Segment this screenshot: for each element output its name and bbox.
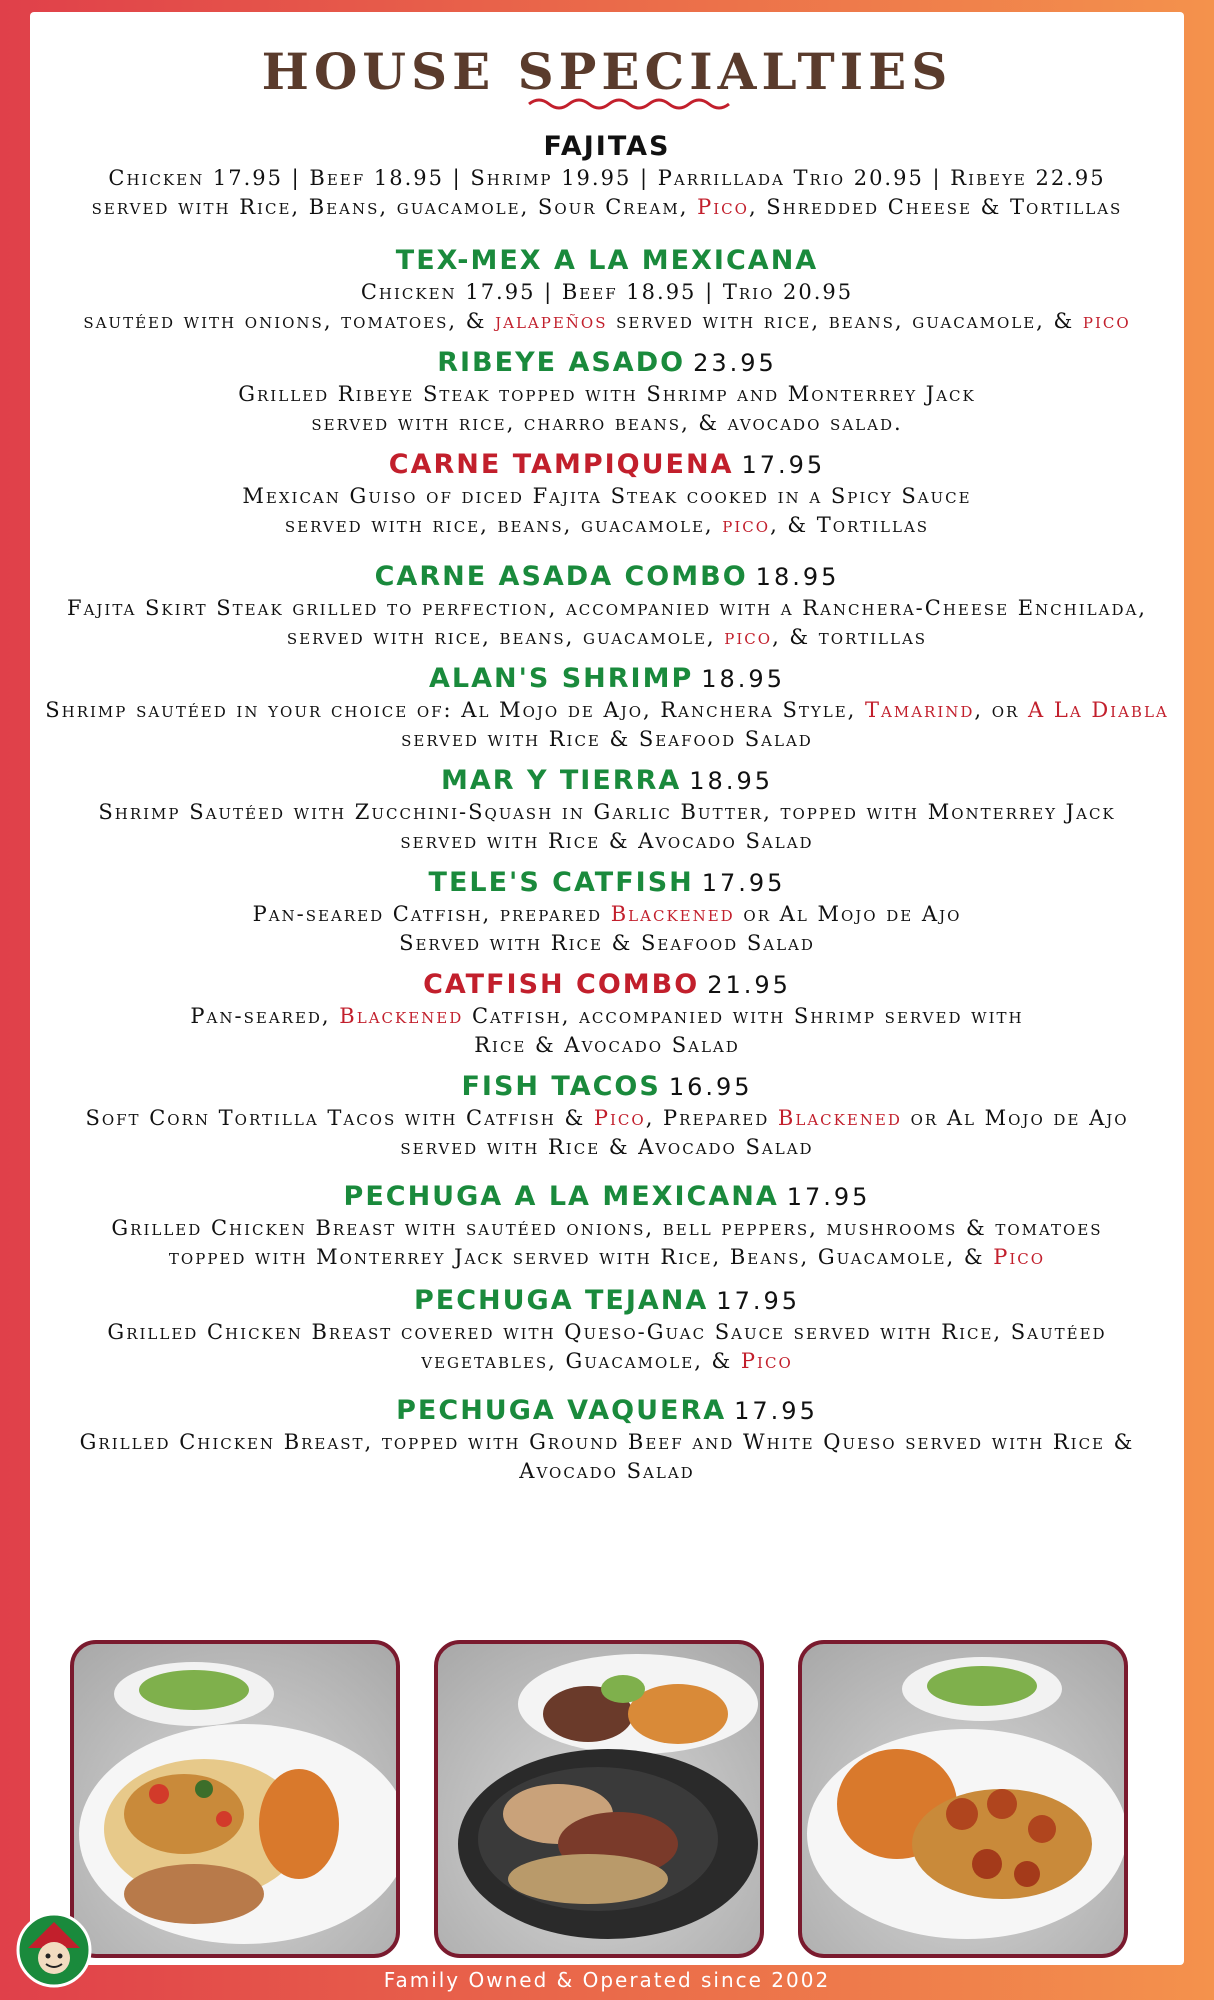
description-text: , or [974, 698, 1029, 722]
description-text: vegetables, Guacamole, & [421, 1349, 741, 1373]
description-text: served with Rice & Avocado Salad [400, 1135, 814, 1159]
menu-item-price: 18.95 [689, 767, 773, 795]
menu-item-description-line [30, 900, 1184, 929]
highlight-text: Pico [993, 1245, 1046, 1269]
description-text: Fajita Skirt Steak grilled to perfection, accompanied with a Ranchera-Cheese Enchilada, [67, 596, 1147, 620]
menu-item [30, 1394, 1184, 1486]
page-title: HOUSE SPECIALTIES [261, 42, 953, 101]
menu-item-heading [30, 1284, 1184, 1318]
menu-item-description-line [30, 1428, 1184, 1457]
menu-item-name: MAR Y TIERRA [440, 765, 682, 796]
menu-item-heading [30, 346, 1184, 380]
menu-list [30, 130, 1184, 1486]
menu-item-heading [30, 968, 1184, 1002]
description-text: served with Rice, Beans, guacamole, Sour Cream, [91, 195, 698, 219]
highlight-text: Tamarind [865, 698, 975, 722]
menu-item-description-line [30, 1002, 1184, 1031]
menu-item-price: 23.95 [693, 349, 777, 377]
menu-item-description-line [30, 1133, 1184, 1162]
photo-strip [70, 1640, 1170, 1960]
menu-item-price: 18.95 [755, 563, 840, 591]
menu-item-name: CATFISH COMBO [423, 969, 700, 1000]
menu-item-price: 21.95 [707, 971, 791, 999]
menu-item-description-line [30, 164, 1184, 193]
highlight-text: Blackened [777, 1106, 902, 1130]
menu-item-price: 18.95 [701, 665, 785, 693]
description-text: Rice & Avocado Salad [474, 1033, 740, 1057]
menu-item-description-line [30, 193, 1184, 222]
menu-item-description-line [30, 1318, 1184, 1347]
menu-item-description-line [30, 482, 1184, 511]
description-text: served with Rice & Seafood Salad [401, 727, 813, 751]
menu-item [30, 560, 1184, 652]
menu-item-name: PECHUGA TEJANA [413, 1285, 709, 1316]
menu-item-name: ALAN'S SHRIMP [429, 663, 694, 694]
menu-item [30, 346, 1184, 438]
menu-item-heading [30, 130, 1184, 164]
menu-item-name: PECHUGA VAQUERA [396, 1395, 727, 1426]
menu-item-description-line [30, 827, 1184, 856]
description-text: , Shredded Cheese & Tortillas [748, 195, 1123, 219]
photo-shrimp-plate [798, 1640, 1128, 1958]
description-text: sautéed with onions, tomatoes, & [83, 309, 496, 333]
menu-item-price: 17.95 [716, 1287, 801, 1315]
menu-item-description-line [30, 409, 1184, 438]
description-text: Grilled Chicken Breast, topped with Ground Beef and White Queso served with Rice & [79, 1430, 1135, 1454]
menu-item-description-line [30, 307, 1184, 336]
description-text: served with rice, beans, guacamole, [284, 513, 723, 537]
menu-item-description-line [30, 1243, 1184, 1272]
description-text: Grilled Chicken Breast covered with Queso-Guac Sauce served with Rice, Sautéed [107, 1320, 1107, 1344]
title-underline-squiggle [527, 96, 737, 112]
description-text: or Al Mojo de Ajo [901, 1106, 1129, 1130]
menu-item [30, 662, 1184, 754]
menu-item [30, 1070, 1184, 1162]
description-text: Pan-seared, [190, 1004, 340, 1028]
footer-tagline: Family Owned & Operated since 2002 [383, 1968, 831, 1992]
menu-item-heading [30, 866, 1184, 900]
menu-item [30, 130, 1184, 222]
menu-item-price: 17.95 [734, 1397, 818, 1425]
menu-item [30, 1180, 1184, 1272]
menu-item-description-line [30, 1214, 1184, 1243]
menu-item-heading [30, 1180, 1184, 1214]
menu-item-description-line [30, 1031, 1184, 1060]
menu-item-description-line [30, 696, 1184, 725]
menu-item [30, 866, 1184, 958]
description-text: Grilled Ribeye Steak topped with Shrimp and Monterrey Jack [238, 382, 976, 406]
description-text: served with rice, beans, guacamole, [286, 625, 725, 649]
menu-item-description-line [30, 511, 1184, 540]
menu-item [30, 244, 1184, 336]
menu-item-name: RIBEYE ASADO [437, 347, 686, 378]
description-text: Chicken 17.95 | Beef 18.95 | Shrimp 19.95 | Parrillada Trio 20.95 | Ribeye 22.95 [108, 166, 1106, 190]
menu-item [30, 1284, 1184, 1376]
menu-item-price: 17.95 [741, 451, 826, 479]
highlight-text: jalapeños [495, 309, 608, 333]
description-text: Mexican Guiso of diced Fajita Steak cooked in a Spicy Sauce [242, 484, 972, 508]
description-text: Soft Corn Tortilla Tacos with Catfish & [85, 1106, 594, 1130]
description-text: Served with Rice & Seafood Salad [399, 931, 815, 955]
description-text: Shrimp Sautéed with Zucchini-Squash in Garlic Butter, topped with Monterrey Jack [98, 800, 1116, 824]
description-text: Avocado Salad [519, 1459, 695, 1483]
menu-item-heading [30, 662, 1184, 696]
menu-item-description-line [30, 594, 1184, 623]
description-text: Grilled Chicken Breast with sautéed onions, bell peppers, mushrooms & tomatoes [111, 1216, 1103, 1240]
menu-item-description-line [30, 380, 1184, 409]
description-text: , & tortillas [772, 625, 928, 649]
description-text: served with Rice & Avocado Salad [400, 829, 814, 853]
menu-item [30, 448, 1184, 540]
menu-item-description-line [30, 725, 1184, 754]
menu-item-heading [30, 1070, 1184, 1104]
menu-item-heading [30, 764, 1184, 798]
highlight-text: Pico [593, 1106, 646, 1130]
menu-item-description-line [30, 278, 1184, 307]
menu-item-description-line [30, 929, 1184, 958]
menu-item [30, 968, 1184, 1060]
highlight-text: Pico [697, 195, 749, 219]
highlight-text: Pico [740, 1349, 793, 1373]
highlight-text: Blackened [610, 902, 735, 926]
menu-item [30, 764, 1184, 856]
menu-item-price: 17.95 [786, 1183, 871, 1211]
menu-item-name: TEX-MEX A LA MEXICANA [395, 245, 819, 276]
highlight-text: Blackened [339, 1004, 464, 1028]
highlight-text: A La Diabla [1028, 698, 1169, 722]
menu-item-price: 17.95 [701, 869, 786, 897]
menu-item-description-line [30, 623, 1184, 652]
menu-item-name: CARNE TAMPIQUENA [388, 449, 734, 480]
description-text: Catfish, accompanied with Shrimp served with [463, 1004, 1024, 1028]
menu-item-heading [30, 244, 1184, 278]
description-text: Shrimp sautéed in your choice of: Al Mojo de Ajo, Ranchera Style, [45, 698, 865, 722]
description-text: Chicken 17.95 | Beef 18.95 | Trio 20.95 [360, 280, 854, 304]
menu-item-name: TELE'S CATFISH [428, 867, 694, 898]
menu-card [30, 12, 1184, 1965]
description-text: topped with Monterrey Jack served with Rice, Beans, Guacamole, & [168, 1245, 994, 1269]
highlight-text: pico [722, 513, 771, 537]
menu-item-heading [30, 560, 1184, 594]
description-text: , Prepared [645, 1106, 778, 1130]
description-text: served with rice, charro beans, & avocado salad. [311, 411, 903, 435]
menu-item-description-line [30, 1347, 1184, 1376]
highlight-text: pico [724, 625, 773, 649]
menu-item-heading [30, 1394, 1184, 1428]
menu-item-name: PECHUGA A LA MEXICANA [343, 1181, 779, 1212]
menu-item-name: FISH TACOS [461, 1071, 661, 1102]
description-text: served with rice, beans, guacamole, & [607, 309, 1083, 333]
menu-item-description-line [30, 1457, 1184, 1486]
description-text: Pan-seared Catfish, prepared [252, 902, 611, 926]
menu-item-heading [30, 448, 1184, 482]
photo-fajita-skillet [434, 1640, 764, 1958]
menu-item-name: CARNE ASADA COMBO [374, 561, 748, 592]
description-text: or Al Mojo de Ajo [734, 902, 962, 926]
description-text: , & Tortillas [770, 513, 930, 537]
photo-pechuga-plate [70, 1640, 400, 1958]
menu-item-name: FAJITAS [543, 131, 671, 162]
menu-item-description-line [30, 1104, 1184, 1133]
menu-item-price: 16.95 [668, 1073, 753, 1101]
menu-item-description-line [30, 798, 1184, 827]
highlight-text: pico [1082, 309, 1131, 333]
